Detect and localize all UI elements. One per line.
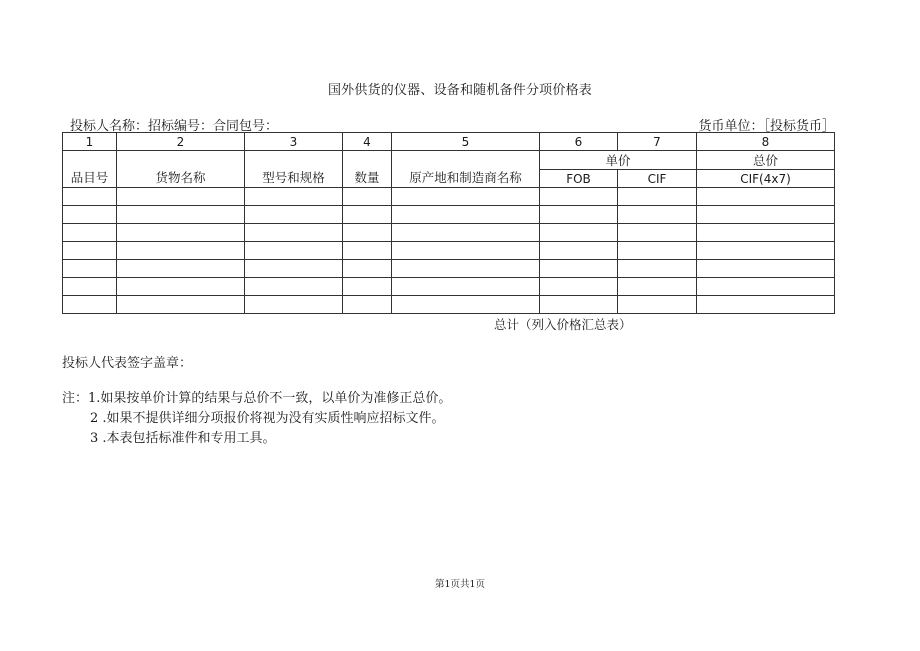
col-number: 8 xyxy=(697,133,835,151)
page-title: 国外供货的仪器、设备和随机备件分项价格表 xyxy=(327,83,592,98)
header-cif-total: CIF(4x7) xyxy=(697,170,835,188)
currency-unit-line: 货币单位：［投标货币］ xyxy=(698,119,835,134)
header-item-no: 品目号 xyxy=(63,151,117,188)
note-2: 2 .如果不提供详细分项报价将视为没有实质性响应招标文件。 xyxy=(90,411,445,426)
header-model-spec: 型号和规格 xyxy=(245,151,343,188)
signature-label: 投标人代表签字盖章： xyxy=(62,356,193,371)
header-fob: FOB xyxy=(540,170,618,188)
col-number: 1 xyxy=(63,133,117,151)
notes-block xyxy=(62,389,451,449)
header-quantity: 数量 xyxy=(343,151,392,188)
header-row-1 xyxy=(63,151,835,170)
col-number: 4 xyxy=(343,133,392,151)
price-breakdown-table xyxy=(62,132,835,314)
page-footer: 第1页共1页 xyxy=(434,579,486,590)
header-cif: CIF xyxy=(618,170,697,188)
total-note: 总计（列入价格汇总表） xyxy=(494,317,632,332)
table-row xyxy=(63,242,835,260)
col-number: 7 xyxy=(618,133,697,151)
table-row xyxy=(63,206,835,224)
bidder-info-line: 投标人名称：招标编号：合同包号： xyxy=(70,119,279,134)
note-1: 注：1.如果按单价计算的结果与总价不一致，以单价为准修正总价。 xyxy=(62,391,452,406)
col-number: 6 xyxy=(540,133,618,151)
table-row xyxy=(63,260,835,278)
column-number-row xyxy=(63,133,835,151)
col-number: 5 xyxy=(392,133,540,151)
table-row xyxy=(63,224,835,242)
table-row xyxy=(63,188,835,206)
header-total-price: 总价 xyxy=(697,151,835,170)
header-origin-maker: 原产地和制造商名称 xyxy=(392,151,540,188)
table-row xyxy=(63,278,835,296)
header-unit-price: 单价 xyxy=(540,151,697,170)
table-row xyxy=(63,296,835,314)
note-3: 3 .本表包括标准件和专用工具。 xyxy=(90,431,276,446)
col-number: 2 xyxy=(117,133,245,151)
col-number: 3 xyxy=(245,133,343,151)
header-goods-name: 货物名称 xyxy=(117,151,245,188)
